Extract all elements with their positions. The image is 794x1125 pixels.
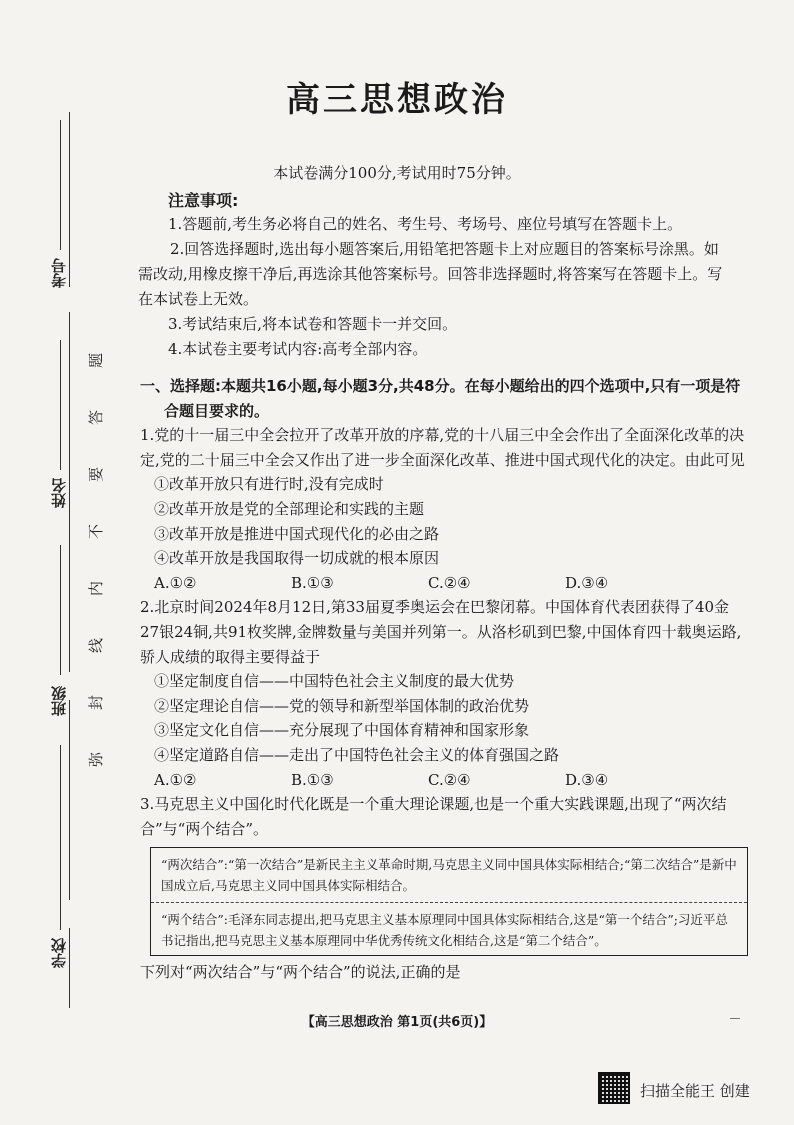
notice-item: 1.答题前,考生务必将自己的姓名、考生号、考场号、座位号填写在答题卡上。 [168,215,683,233]
class-label: 班级 [50,686,68,716]
notice-list [138,212,728,362]
exam-title: 高三思想政治 [286,80,508,120]
question-section [140,374,748,985]
seal-warning-char: 封 [87,694,106,711]
answer-choices [140,571,748,596]
section-heading [140,374,748,423]
material-paragraph: “两个结合”:毛泽东同志提出,把马克思主义基本原理同中国具体实际相结合,这是“第一个结合”;习近平总书记指出,把马克思主义基本原理同中华优秀传统文化相结合,这是“第二个结合”。 [161,912,728,949]
choice-d: D.③④ [565,573,609,592]
binding-line [69,700,70,900]
choice-b: B.①③ [291,573,334,592]
question-stem: 2.北京时间2024年8月12日,第33届夏季奥运会在巴黎闭幕。中国体育代表团获得了40金27银24铜,共91枚奖牌,金牌数量与美国并列第一。从洛杉矶到巴黎,中国体育四十载奥运路,骄人成绩的取得主要得益于 [140,598,742,666]
statement: ③坚定文化自信——充分展现了中国体育精神和国家形象 [154,721,530,740]
section-heading-line: 一、选择题:本题共16小题,每小题3分,共48分。在每小题给出的四个选项中,只有一项是符 [140,377,741,395]
notice-heading: 注意事项: [168,191,239,210]
scanner-watermark: 扫描全能王 创建 [640,1082,750,1100]
choice-c: C.②④ [428,770,471,789]
statement: ①改革开放只有进行时,没有完成时 [154,475,384,494]
school-label: 学校 [50,938,68,968]
question-stem: 3.马克思主义中国化时代化既是一个重大理论课题,也是一个重大实践课题,出现了“两次结合”与“两个结合”。 [140,795,727,838]
seal-warning-char: 弥 [87,751,106,768]
statement: ④坚定道路自信——走出了中国特色社会主义的体育强国之路 [154,745,560,764]
material-box [150,847,748,956]
qr-code-icon [598,1072,630,1104]
question-3 [140,792,748,985]
page-footer: 【高三思想政治 第1页(共6页)】 [301,1015,493,1030]
statement: ④改革开放是我国取得一切成就的根本原因 [154,549,440,568]
notice-item: 2.回答选择题时,选出每小题答案后,用铅笔把答题卡上对应题目的答案标号涂黑。如需改动,用橡皮擦干净后,再选涂其他答案标号。回答非选择题时,将答案写在答题卡上。写在本试卷上无效。 [138,240,723,308]
notice-item: 3.考试结束后,将本试卷和答题卡一并交回。 [168,315,458,333]
name-blank [60,340,61,470]
school-blank [60,745,61,930]
name-label: 姓名 [50,478,68,508]
seal-warning-char: 不 [87,523,106,540]
question-1 [140,423,748,595]
choice-a: A.①② [154,573,197,592]
statement: ②改革开放是党的全部理论和实践的主题 [154,499,425,518]
notice-item: 4.本试卷主要考试内容:高考全部内容。 [168,340,428,358]
section-heading-line: 合题目要求的。 [164,401,270,420]
exam-subtitle: 本试卷满分100分,考试用时75分钟。 [273,164,521,182]
seal-warning-char: 线 [87,637,106,654]
exam-number-blank [60,120,61,250]
class-blank [60,545,61,675]
choice-b: B.①③ [291,770,334,789]
question-stem: 1.党的十一届三中全会拉开了改革开放的序幕,党的十八届三中全会作出了全面深化改革的决定,党的二十届三中全会又作出了进一步全面深化改革、推进中国式现代化的决定。由此可见 [140,426,745,469]
stray-mark [730,1018,740,1019]
seal-warning [84,350,108,770]
statement: ③改革开放是推进中国式现代化的必由之路 [154,524,440,543]
choice-c: C.②④ [428,573,471,592]
seal-warning-char: 答 [87,409,106,426]
statement: ②坚定理论自信——党的领导和新型举国体制的政治优势 [154,696,530,715]
seal-warning-char: 要 [87,466,106,483]
question-2 [140,595,748,792]
material-paragraph: “两次结合”:“第一次结合”是新民主主义革命时期,马克思主义同中国具体实际相结合;“第二次结合”是新中国成立后,马克思主义同中国具体实际相结合。 [161,857,737,894]
choice-a: A.①② [154,770,197,789]
seal-warning-char: 内 [87,580,106,597]
answer-choices [140,768,748,793]
exam-number-label: 考号 [50,258,68,288]
material-divider [151,902,747,903]
seal-warning-char: 题 [87,352,106,369]
choice-d: D.③④ [565,770,609,789]
question-prompt: 下列对“两次结合”与“两个结合”的说法,正确的是 [140,963,461,982]
statement: ①坚定制度自信——中国特色社会主义制度的最大优势 [154,672,515,691]
